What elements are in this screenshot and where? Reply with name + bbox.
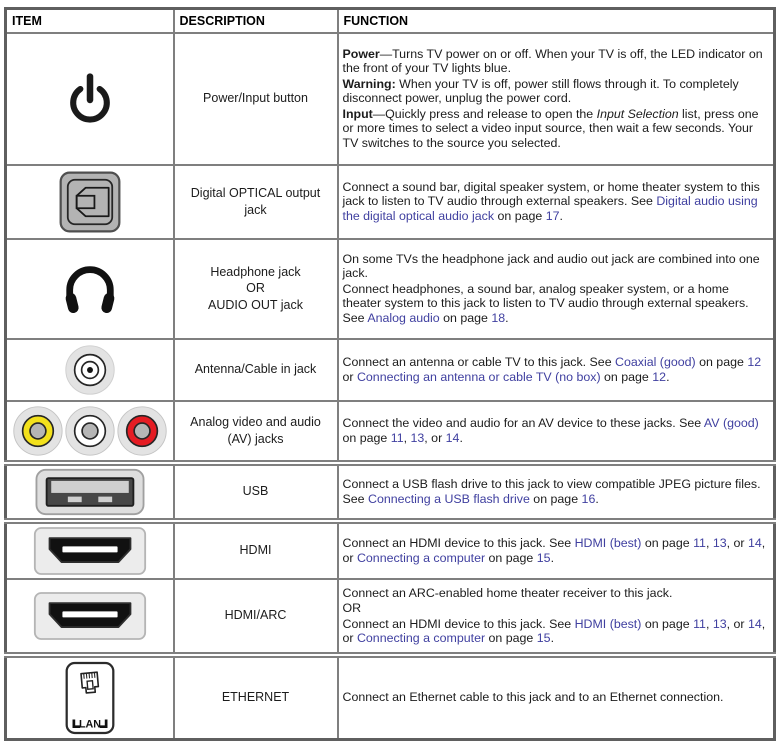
description-cell <box>174 339 338 401</box>
description-line: Antenna/Cable in jack <box>194 362 317 377</box>
description-line: HDMI <box>239 543 272 558</box>
paragraph <box>343 690 771 705</box>
function-cell <box>338 401 775 463</box>
doc-link[interactable]: HDMI (best) <box>574 616 642 631</box>
doc-link[interactable]: 17 <box>545 208 560 223</box>
text-segment: Connect an HDMI device to this jack. See <box>342 616 575 631</box>
text-segment: , <box>705 616 713 631</box>
text-segment: Connect an Ethernet cable to this jack and to an Ethernet connection. <box>342 690 724 705</box>
description-cell <box>174 463 338 521</box>
text-segment: on page <box>494 208 546 223</box>
paragraph <box>343 477 771 506</box>
doc-link[interactable]: Connecting a USB flash drive <box>368 491 530 506</box>
description-cell <box>174 655 338 740</box>
text-segment: . <box>666 369 670 384</box>
function-cell <box>338 521 775 579</box>
hdmi-port-icon <box>33 526 147 576</box>
text-segment: Connect an ARC-enabled home theater receiver to this jack. <box>342 585 673 600</box>
description-cell <box>174 239 338 339</box>
doc-link[interactable]: 15 <box>536 631 551 645</box>
doc-link[interactable]: 13 <box>712 616 727 631</box>
text-segment: on page <box>695 355 748 369</box>
table-row-optical <box>6 165 775 239</box>
item-cell-antenna <box>6 339 174 401</box>
text-segment: When your TV is off, power still flows through it. To completely disconnect power, unplug the power cord. <box>342 76 739 106</box>
doc-link[interactable]: 15 <box>536 550 551 565</box>
paragraph <box>343 282 771 326</box>
item-cell-power <box>6 33 174 165</box>
description-line: ETHERNET <box>221 690 290 705</box>
doc-link[interactable]: AV (good) <box>703 416 759 430</box>
text-segment: , or <box>424 430 446 445</box>
text-segment: OR <box>342 601 362 615</box>
paragraph <box>343 107 771 151</box>
paragraph <box>343 586 771 601</box>
description-line: HDMI/ARC <box>224 608 287 623</box>
text-segment: on page <box>485 550 537 565</box>
table-row-av <box>6 401 775 463</box>
doc-link[interactable]: 11 <box>390 430 404 445</box>
item-cell-hdmi <box>6 521 174 579</box>
doc-link[interactable]: 16 <box>581 491 596 506</box>
description-cell <box>174 401 338 463</box>
function-cell <box>338 655 775 740</box>
function-cell <box>338 463 775 521</box>
text-segment: on page <box>439 310 492 325</box>
text-segment: On some TVs the headphone jack and audio out jack are combined into one jack. <box>342 251 760 281</box>
text-segment: Input Selection <box>596 106 679 121</box>
description-line: AUDIO OUT jack <box>208 297 303 312</box>
doc-link[interactable]: Analog audio <box>367 310 440 325</box>
text-segment: on page <box>529 491 582 506</box>
description-line: USB <box>242 484 269 499</box>
paragraph <box>343 355 771 384</box>
text-segment: on page <box>342 430 391 445</box>
table-row-headphone <box>6 239 775 339</box>
description-cell <box>174 521 338 579</box>
paragraph <box>343 617 771 646</box>
text-segment: Connect an antenna or cable TV to this jack. See <box>342 355 616 369</box>
function-cell <box>338 165 775 239</box>
hdmi-arc-port-icon <box>33 591 147 641</box>
column-header-description: DESCRIPTION <box>174 9 338 33</box>
doc-link[interactable]: 12 <box>652 369 667 384</box>
text-segment: , or <box>726 616 748 631</box>
function-cell <box>338 33 775 165</box>
doc-link[interactable]: 14 <box>747 616 762 631</box>
text-segment: list, press one or more times to select a video input source, then wait a few seconds. Your TV switches to the source you selected. <box>342 106 759 150</box>
doc-link[interactable]: Digital audio using the digital optical audio jack <box>342 194 758 223</box>
table-row-usb <box>6 463 775 521</box>
item-cell-hdmi-arc <box>6 579 174 655</box>
table-header-row <box>6 9 775 33</box>
column-header-item: ITEM <box>6 9 174 33</box>
paragraph <box>343 536 771 565</box>
text-segment: . <box>559 208 563 223</box>
column-header-function: FUNCTION <box>338 9 775 33</box>
table-row-power-input <box>6 33 775 165</box>
function-cell <box>338 239 775 339</box>
doc-link[interactable]: Connecting an antenna or cable TV (no box) <box>356 369 601 384</box>
text-segment: or <box>342 369 357 384</box>
table-row-ethernet <box>6 655 775 740</box>
power-icon <box>62 69 118 129</box>
function-cell <box>338 339 775 401</box>
headphones-icon <box>59 260 121 318</box>
coaxial-jack-icon <box>63 343 117 397</box>
text-segment: Warning: <box>342 76 396 91</box>
item-cell-headphone <box>6 239 174 339</box>
item-cell-optical <box>6 165 174 239</box>
description-line: Analog video and audio (AV) jacks <box>190 415 321 446</box>
av-jacks-icon <box>11 404 169 458</box>
description-cell <box>174 579 338 655</box>
doc-link[interactable]: 11 <box>693 616 706 631</box>
item-cell-av <box>6 401 174 463</box>
text-segment: —Turns TV power on or off. When your TV is off, the LED indicator on the front of your TV lights blue. <box>342 46 763 76</box>
text-segment: Connect an HDMI device to this jack. See <box>342 536 575 550</box>
text-segment: , or <box>726 536 748 550</box>
text-segment: . <box>505 310 509 325</box>
table-row-hdmi-arc <box>6 579 775 655</box>
text-segment: Connect the video and audio for an AV device to these jacks. See <box>342 416 704 430</box>
item-cell-ethernet <box>6 655 174 740</box>
lan-label: LAN <box>78 718 101 731</box>
doc-link[interactable]: HDMI (best) <box>574 536 642 550</box>
text-segment: , or <box>342 536 766 565</box>
optical-jack-icon <box>58 170 122 234</box>
text-segment: Connect headphones, a sound bar, analog speaker system, or a home theater system to this jack to listen to TV audio through external speakers. See <box>342 281 749 325</box>
text-segment: Connect a USB flash drive to this jack to view compatible JPEG picture files. See <box>342 477 761 506</box>
doc-link[interactable]: 14 <box>747 536 762 550</box>
paragraph <box>343 252 771 281</box>
text-segment: . <box>459 430 463 445</box>
description-line: Power/Input button <box>203 91 308 106</box>
jack-function-table <box>4 7 776 741</box>
text-segment: on page <box>641 616 694 631</box>
paragraph <box>343 180 771 224</box>
text-segment: , <box>705 536 713 550</box>
text-segment: Connect a sound bar, digital speaker system, or home theater system to this jack to listen to TV audio through external speakers. See <box>342 179 760 209</box>
text-segment: . <box>595 491 599 506</box>
description-line: Headphone jack <box>210 264 301 279</box>
paragraph <box>343 416 771 445</box>
doc-link[interactable]: 14 <box>445 430 460 445</box>
doc-link[interactable]: Coaxial (good) <box>615 355 696 369</box>
text-segment: . <box>550 550 555 565</box>
doc-link[interactable]: 13 <box>712 536 727 550</box>
text-segment: . <box>550 631 555 645</box>
description-line: OR <box>246 281 265 296</box>
doc-link[interactable]: 12 <box>747 355 762 369</box>
text-segment: on page <box>600 369 653 384</box>
function-cell <box>338 579 775 655</box>
table-row-hdmi <box>6 521 775 579</box>
paragraph <box>343 47 771 76</box>
description-cell <box>174 33 338 165</box>
text-segment: Power <box>342 46 380 61</box>
doc-link[interactable]: 13 <box>410 430 425 445</box>
text-segment: Input <box>342 106 373 121</box>
doc-link[interactable]: Connecting a computer <box>356 550 486 565</box>
text-segment: , <box>403 430 411 445</box>
usb-port-icon <box>34 468 146 516</box>
table-row-antenna <box>6 339 775 401</box>
text-segment: on page <box>641 536 694 550</box>
paragraph <box>343 601 771 616</box>
doc-link[interactable]: 18 <box>491 310 506 325</box>
text-segment: , or <box>342 616 766 645</box>
paragraph <box>343 77 771 106</box>
doc-link[interactable]: 11 <box>693 536 706 550</box>
ethernet-jack-icon <box>64 660 116 736</box>
item-cell-usb <box>6 463 174 521</box>
text-segment: —Quickly press and release to open the <box>372 106 597 121</box>
text-segment: on page <box>485 631 537 645</box>
doc-link[interactable]: Connecting a computer <box>356 631 486 645</box>
description-cell <box>174 165 338 239</box>
description-line: Digital OPTICAL output jack <box>190 186 321 217</box>
